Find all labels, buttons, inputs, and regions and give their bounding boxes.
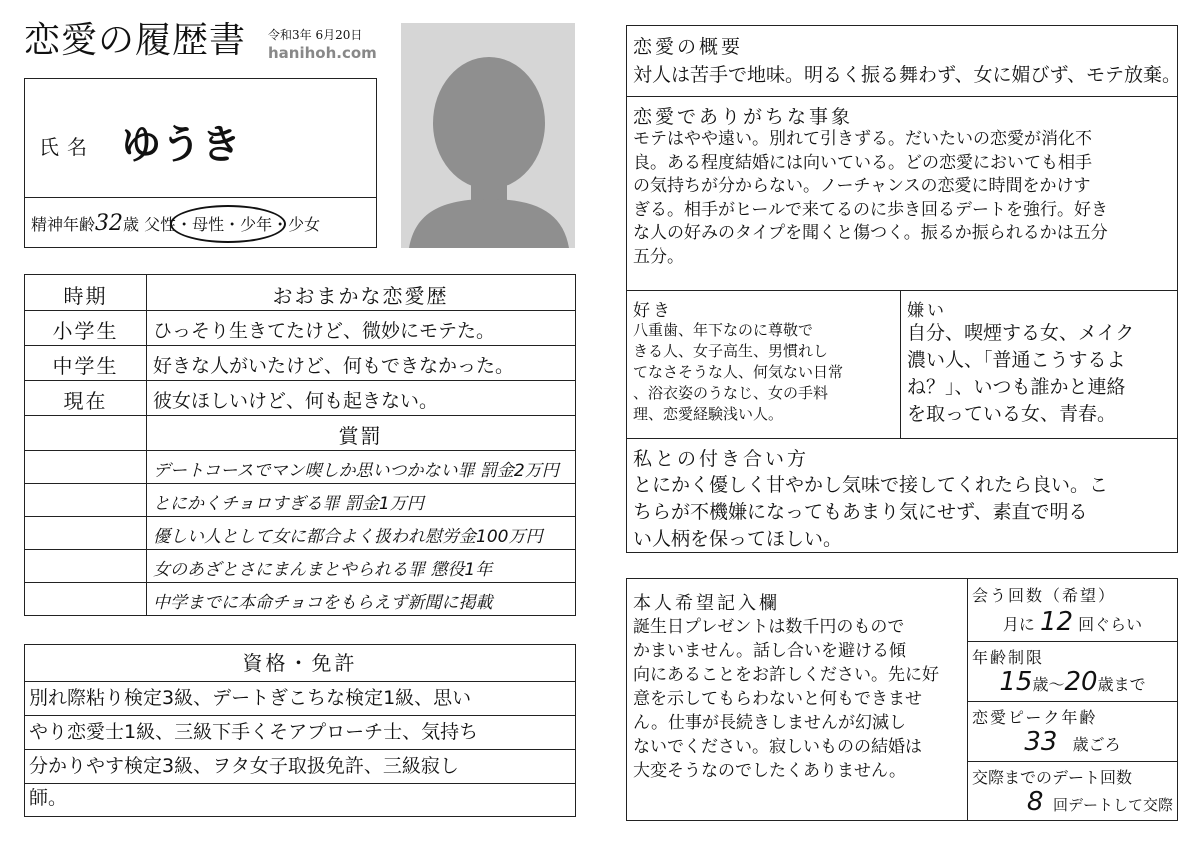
age-max: 20 [1064, 667, 1098, 697]
peak-age-label: 恋愛ピーク年齢 [972, 708, 1098, 727]
qualification-line: やり恋愛士1級、三級下手くそアプローチ士、気持ち [29, 721, 479, 743]
history-text: ひっそり生きてたけど、微妙にモテた。 [153, 320, 496, 342]
divider [627, 290, 1177, 291]
meet-prefix: 月に [1002, 615, 1035, 634]
overview-text: 対人は苦手で地味。明るく振る舞わず、女に媚びず、モテ放棄。 [633, 64, 1181, 86]
page-title: 恋愛の履歴書 [24, 20, 247, 61]
history-period: 現在 [63, 389, 108, 413]
mental-age-suffix: 歳 [123, 215, 140, 234]
text-line: 八重歯、年下なのに尊敬で [633, 321, 814, 339]
text-line: の気持ちが分からない。ノーチャンスの恋愛に時間をかけす [633, 176, 1091, 196]
profile-photo-placeholder [401, 23, 575, 248]
qualifications-section [24, 644, 576, 817]
text-line: かまいません。話し合いを避ける傾 [633, 641, 907, 661]
text-line: ん。仕事が長続きしませんが幻滅し [633, 713, 907, 733]
text-line: 五分。 [633, 246, 684, 267]
row-divider [25, 516, 575, 517]
mental-age-prefix: 精神年齢 [31, 215, 96, 234]
text-line: 、浴衣姿のうなじ、女の手料 [633, 384, 829, 402]
dates-suffix: 回デートして交際 [1052, 796, 1173, 814]
punishment-item: 女のあざとさにまんまとやられる罪 懲役1年 [153, 560, 493, 580]
text-line: 自分、喫煙する女、メイク [907, 322, 1135, 344]
wish-label: 本人希望記入欄 [633, 593, 780, 614]
meet-suffix: 回ぐらい [1078, 615, 1143, 634]
age-limit-label: 年齢制限 [972, 648, 1045, 667]
text-line: 意を示してもらわないと何もできませ [633, 689, 922, 709]
text-line: い人柄を保ってほしい。 [633, 528, 843, 550]
name-label: 氏名 [39, 135, 95, 159]
qualification-line: 別れ際粘り検定3級、デートぎこちな検定1級、思い [29, 687, 472, 709]
document-date: 令和3年 6月20日 [268, 28, 363, 42]
text-line: とにかく優しく甘やかし気味で接してくれたら良い。こ [633, 474, 1109, 496]
name-section [24, 78, 377, 248]
text-line: 向にあることをお許しください。先に好 [633, 665, 939, 685]
row-divider [25, 483, 575, 484]
dealing-label: 私との付き合い方 [633, 448, 810, 470]
dislikes-text [907, 320, 1134, 428]
history-table [24, 274, 576, 616]
history-text: 好きな人がいたけど、何もできなかった。 [153, 355, 515, 377]
qualification-line: 分かりやす検定3級、ヲタ女子取扱免許、三級寂し [29, 755, 459, 777]
history-period: 小学生 [52, 319, 119, 343]
text-line: ね？」、いつも誰かと連絡 [907, 376, 1126, 398]
dates-count-label: 交際までのデート回数 [972, 768, 1133, 787]
row-divider [25, 450, 575, 451]
punishment-item: とにかくチョロすぎる罪 罰金1万円 [153, 494, 424, 514]
text-line: 良。ある程度結婚には向いている。どの恋愛においても相手 [633, 152, 1092, 173]
text-line: 理、恋愛経験浅い人。 [633, 405, 784, 423]
text-line: 濃い人、「普通こうするよ [907, 349, 1126, 371]
meet-frequency-value [972, 607, 1173, 637]
overview-label: 恋愛の概要 [633, 36, 744, 58]
column-divider [967, 579, 968, 820]
text-line: ないでください。寂しいものの結婚は [633, 737, 922, 757]
wish-section [626, 578, 1178, 821]
text-line: な人の好みのタイプを聞くと傷つく。振るか振られるかは五分 [633, 223, 1108, 243]
likes-label: 好き [633, 301, 673, 321]
name-value: ゆうき [121, 122, 241, 168]
dealing-text [633, 472, 1108, 553]
text-line: てなさそうな人、何気ない日常 [633, 363, 844, 381]
site-watermark: hanihoh.com [268, 44, 377, 62]
text-line: を取っている女、青春。 [907, 403, 1117, 425]
avatar-silhouette-icon [401, 23, 575, 248]
divider [25, 197, 376, 198]
dates-number: 8 [1026, 787, 1044, 817]
row-divider [25, 310, 575, 311]
likes-text [633, 320, 843, 425]
peak-suffix: 歳ごろ [1072, 735, 1121, 754]
mental-age-value: 32 [95, 211, 124, 236]
text-line: ちらが不機嫌になってもあまり気にせず、素直で明る [633, 501, 1088, 523]
row-divider [967, 761, 1177, 762]
row-divider [967, 701, 1177, 702]
row-divider [25, 380, 575, 381]
punishment-header: 賞罰 [338, 424, 383, 448]
love-profile-section [626, 25, 1181, 553]
row-divider [967, 641, 1177, 642]
text-line: ぎる。相手がヒールで来てるのに歩き回るデートを強行。好き [633, 199, 1108, 220]
divider [627, 438, 1177, 439]
row-divider [25, 582, 575, 583]
text-line: モテはやや遠い。別れて引きずる。だいたいの恋愛が消化不 [633, 129, 1092, 149]
typical-events-label: 恋愛でありがちな事象 [633, 106, 854, 128]
punishment-item: 優しい人として女に都合よく扱われ慰労金100万円 [153, 527, 543, 547]
peak-age-value [972, 727, 1173, 757]
age-mid: 歳〜 [1032, 675, 1065, 694]
text-line: 大変そうなのでしたくありません。 [633, 761, 907, 781]
age-limit-value [972, 667, 1173, 697]
selection-circle [170, 205, 286, 243]
text-line: きる人、女子高生、男慣れし [633, 342, 829, 360]
history-text: 彼女ほしいけど、何も起きない。 [153, 390, 439, 412]
age-suffix: 歳まで [1097, 675, 1146, 694]
text-line: 誕生日プレゼントは数千円のもので [633, 617, 905, 637]
qualifications-header: 資格・免許 [25, 645, 575, 682]
row-divider [25, 549, 575, 550]
dates-count-value [972, 787, 1173, 817]
column-divider [900, 290, 901, 438]
row-divider [25, 415, 575, 416]
dislikes-label: 嫌い [907, 301, 947, 321]
qualification-line: 師。 [29, 787, 68, 809]
typical-events-text [633, 128, 1173, 269]
punishment-item: デートコースでマン喫しか思いつかない罪 罰金2万円 [153, 461, 559, 481]
divider [627, 96, 1177, 97]
age-min: 15 [999, 667, 1033, 697]
wish-text [633, 615, 939, 783]
history-header-story: おおまかな恋愛歴 [272, 284, 449, 308]
peak-number: 33 [1024, 727, 1058, 757]
punishment-item: 中学までに本命チョコをもらえず新聞に掲載 [153, 593, 493, 613]
history-period: 中学生 [52, 354, 119, 378]
meet-frequency-label: 会う回数（希望） [972, 586, 1117, 605]
row-divider [25, 345, 575, 346]
history-header-period: 時期 [63, 284, 108, 308]
traits-text: 父性・母性・少年・少女 [144, 215, 321, 234]
meet-number: 12 [1039, 607, 1074, 637]
